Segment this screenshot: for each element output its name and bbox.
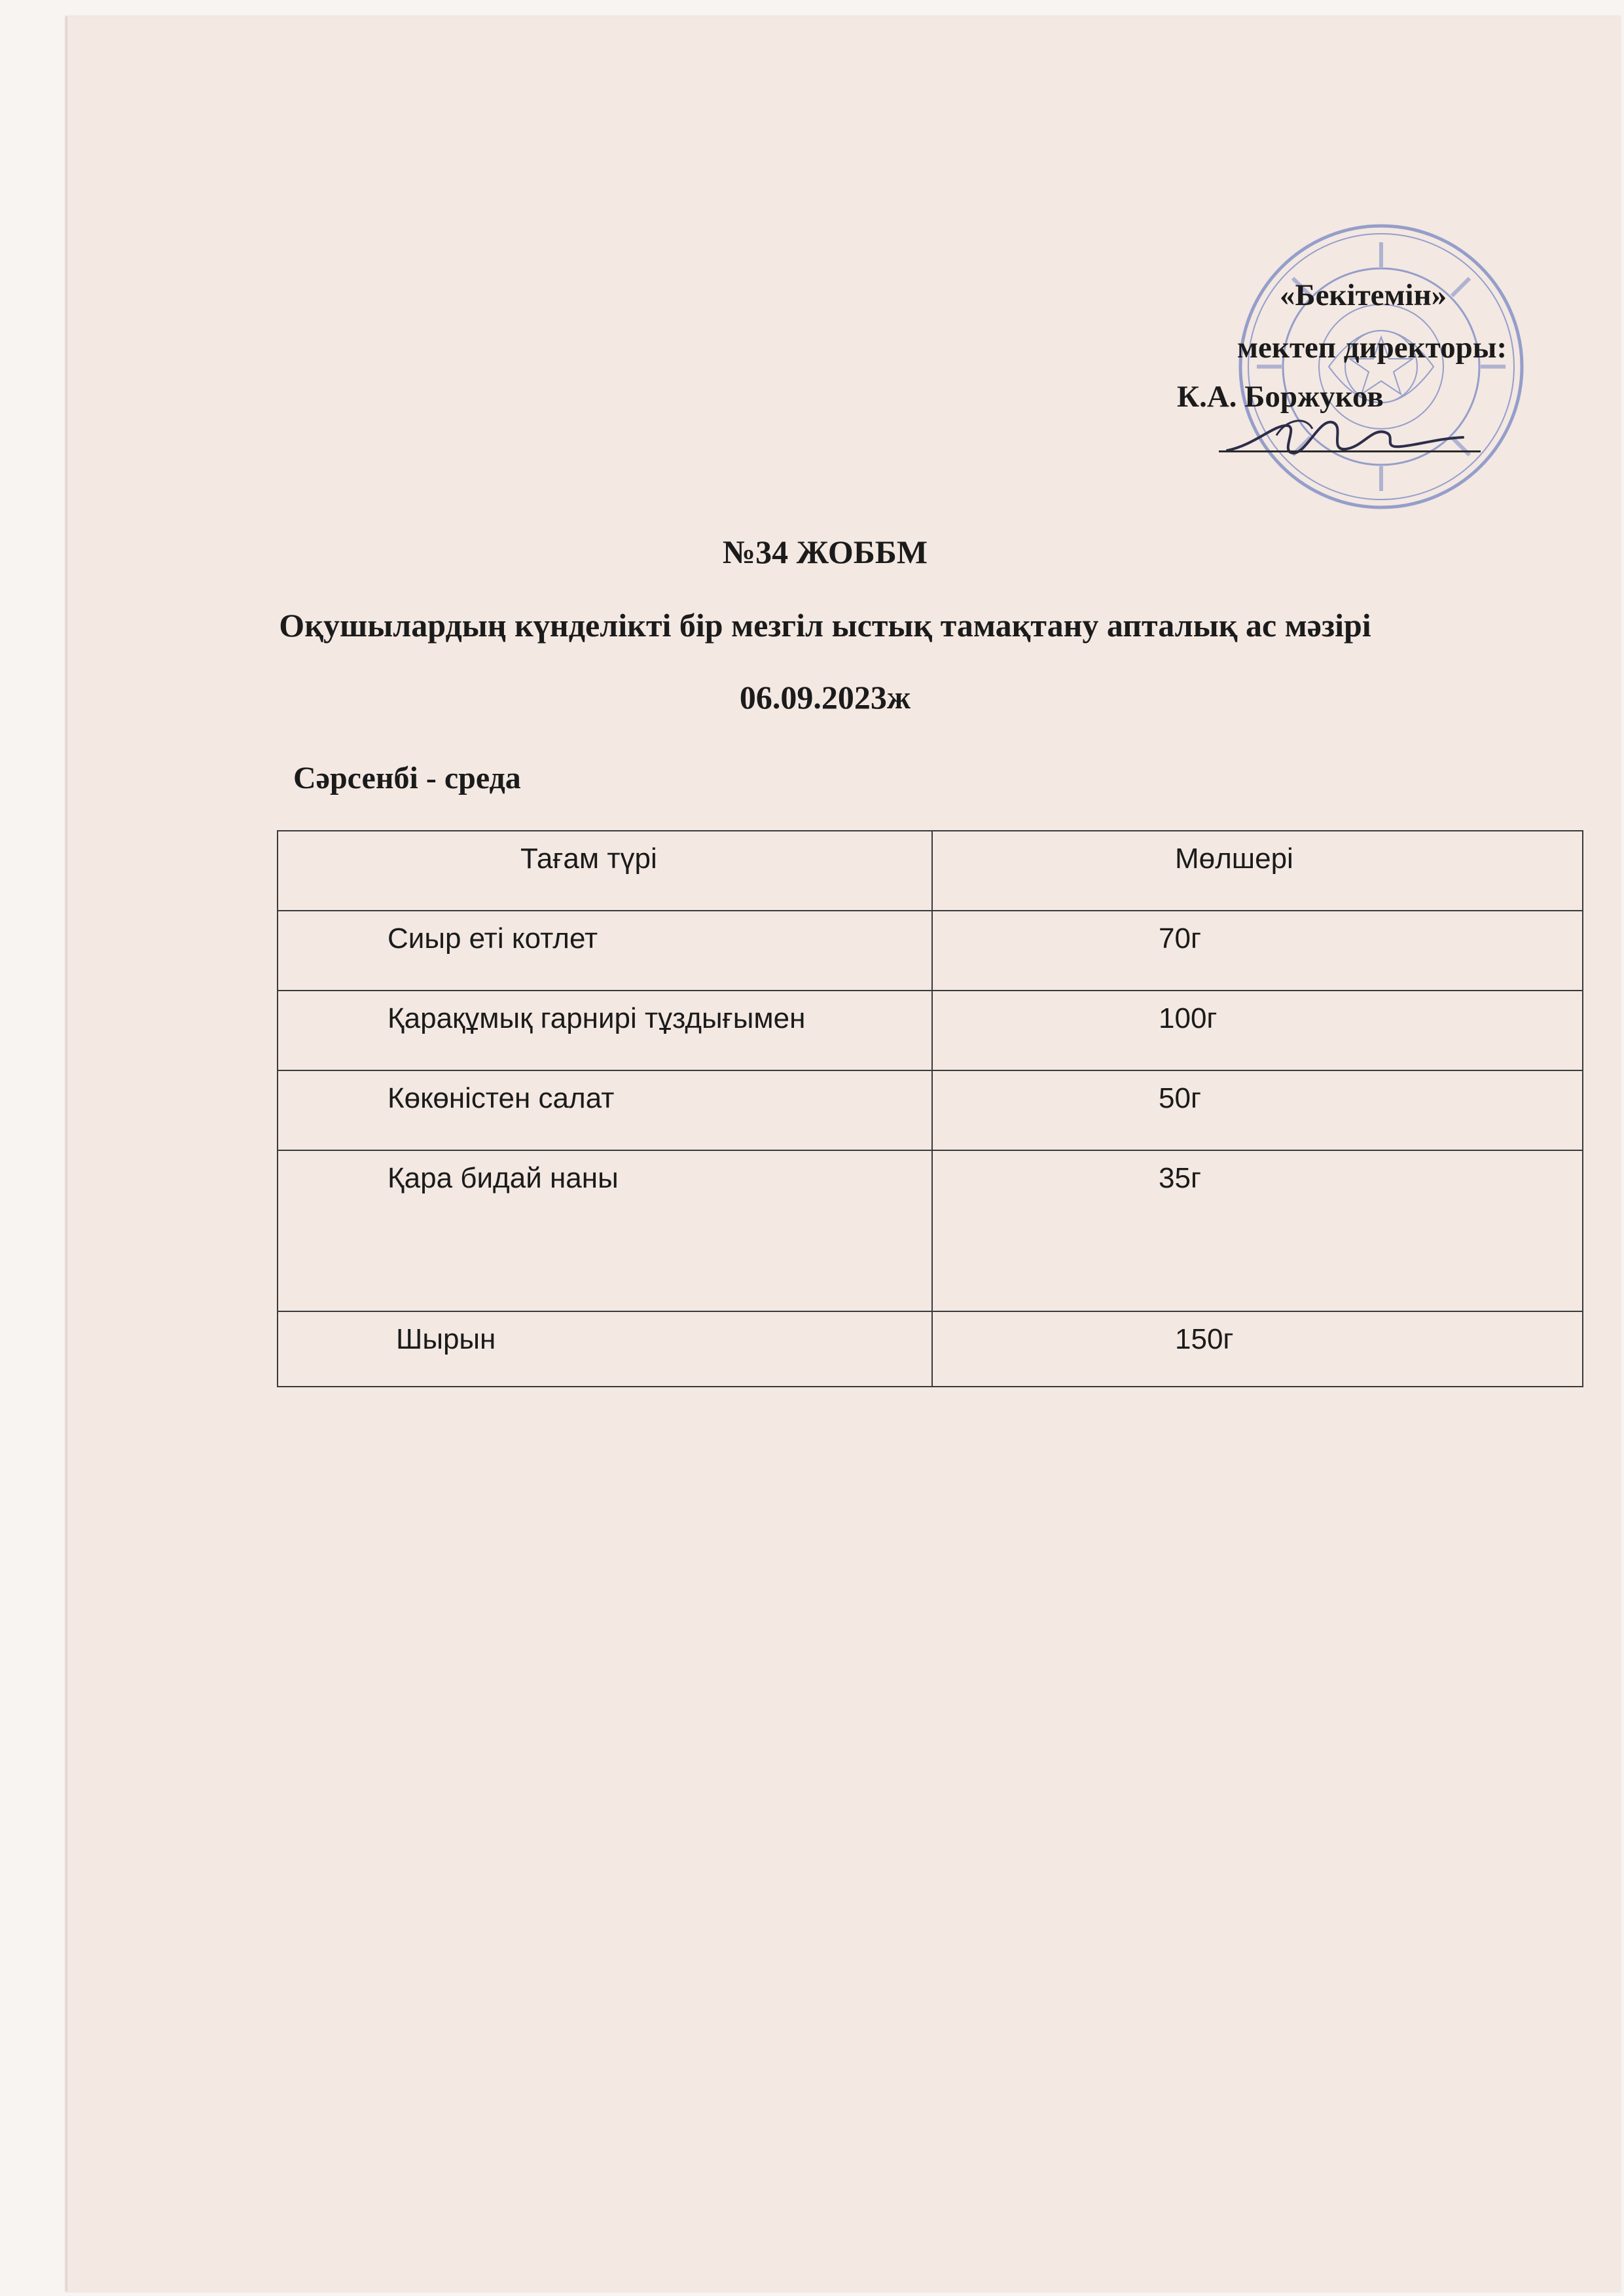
amount-cell <box>932 1311 1583 1387</box>
table-row <box>278 1311 1583 1387</box>
amount-cell <box>932 991 1583 1070</box>
dish-amount: 100г <box>1159 1002 1218 1034</box>
dish-cell <box>278 1070 932 1150</box>
dish-cell <box>278 1311 932 1387</box>
table-row <box>278 1070 1583 1150</box>
dish-name: Қара бидай наны <box>388 1162 619 1194</box>
approver-title: мектеп директоры: <box>1237 331 1507 365</box>
dish-name: Шырын <box>396 1323 496 1355</box>
school-name: №34 ЖОББМ <box>722 534 928 570</box>
dish-cell <box>278 991 932 1070</box>
menu-table <box>277 830 1583 1387</box>
dish-cell <box>278 1150 932 1311</box>
header-cell <box>278 831 932 911</box>
dish-name: Қарақұмық гарнирі тұздығымен <box>388 1002 806 1034</box>
table-header-row <box>278 831 1583 911</box>
approver-name: К.А. Боржуков <box>1177 380 1384 414</box>
header-dish-type: Тағам түрі <box>520 843 657 875</box>
menu-title: Оқушылардың күнделікті бір мезгіл ыстық тамақтану апталық ас мәзірі <box>279 607 1371 644</box>
header-cell <box>932 831 1583 911</box>
amount-cell <box>932 911 1583 991</box>
official-stamp-icon <box>1231 216 1532 517</box>
menu-date: 06.09.2023ж <box>739 679 911 716</box>
dish-amount: 70г <box>1159 922 1201 955</box>
table-row <box>278 911 1583 991</box>
table-row <box>278 991 1583 1070</box>
header-amount: Мөлшері <box>1175 843 1293 875</box>
amount-cell <box>932 1150 1583 1311</box>
approval-caption: «Бекітемін» <box>1280 278 1447 312</box>
dish-name: Көкөністен салат <box>388 1082 615 1114</box>
weekday-label: Сәрсенбі - среда <box>293 761 521 795</box>
amount-cell <box>932 1070 1583 1150</box>
table-row <box>278 1150 1583 1311</box>
dish-amount: 150г <box>1175 1323 1234 1355</box>
dish-cell <box>278 911 932 991</box>
dish-amount: 35г <box>1159 1162 1201 1194</box>
paper-edge <box>65 16 67 2291</box>
signature-line <box>1219 450 1481 452</box>
dish-name: Сиыр еті котлет <box>388 922 598 955</box>
dish-amount: 50г <box>1159 1082 1201 1114</box>
